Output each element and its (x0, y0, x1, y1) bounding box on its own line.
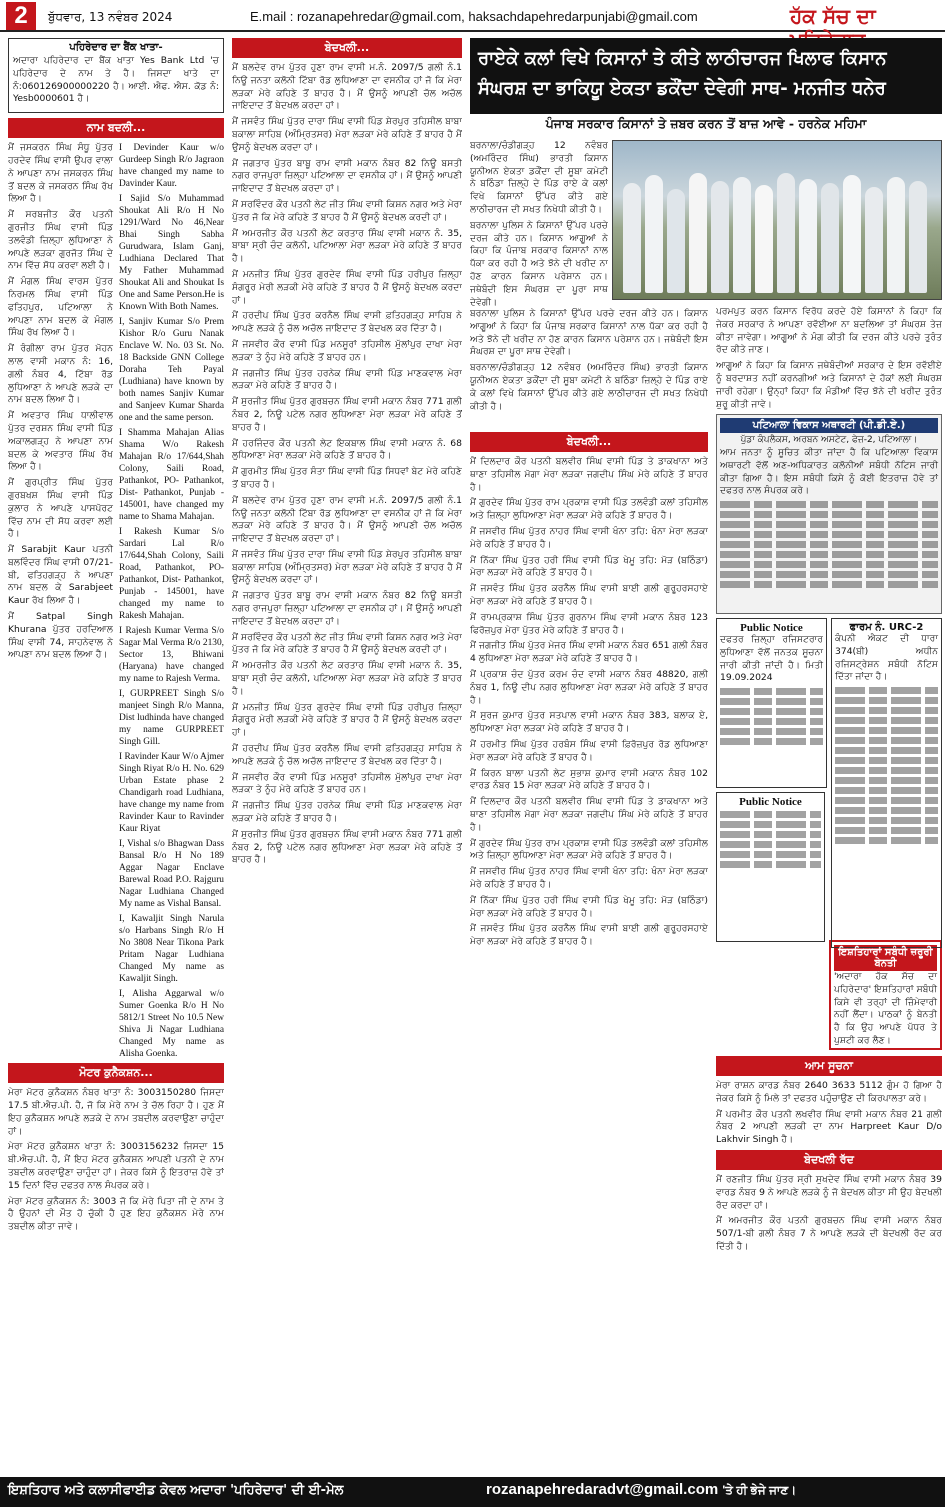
notice-item: ਮੈਂ Sarabjit Kaur ਪਤਨੀ ਬਲਵਿੰਦਰ ਸਿੰਘ ਵਾਸੀ 07/21-ਬੀ, ਫਤਿਹਗੜ੍ਹ ਨੇ ਆਪਣਾ ਨਾਮ ਬਦਲ ਕੇ Sarabjeet Kaur ਰੱਖ ਲਿਆ ਹੈ। (8, 544, 113, 607)
english-notice: I Sajid S/o Muhammad Shoukat Ali R/o H No 1291/Ward No 46,Near Bhai Singh Sabha Gurudwara, Islam Ganj, Ludhiana Declared That My Father Muhammad Shoukat Ali and Shoukat Is One and Same Person.He is Known With Both Names. (119, 194, 224, 313)
lead-body-col4 (716, 306, 942, 414)
notice-item: ਮੈਂ ਅਵਤਾਰ ਸਿੰਘ ਧਾਲੀਵਾਲ ਪੁੱਤਰ ਦਰਸ਼ਨ ਸਿੰਘ ਵਾਸੀ ਪਿੰਡ ਅਕਾਲਗੜ੍ਹ ਨੇ ਆਪਣਾ ਨਾਮ ਬਦਲ ਕੇ ਅਵਤਾਰ ਸਿੰਘ ਰੱਖ ਲਿਆ ਹੈ। (8, 410, 113, 473)
motor-notice: ਮੇਰਾ ਮੋਟਰ ਕੁਨੈਕਸ਼ਨ ਖਾਤਾ ਨੰ: 3003156232 ਜਿਸਦਾ 15 ਬੀ.ਐਚ.ਪੀ. ਹੈ, ਮੈਂ ਇਹ ਮੋਟਰ ਕੁਨੈਕਸ਼ਨ ਆਪਣੀ ਪਤਨੀ ਦੇ ਨਾਮ ਤਬਦੀਲ ਕਰਵਾਉਣਾ ਚਾਹੁੰਦਾ ਹਾਂ। ਜੇਕਰ ਕਿਸੇ ਨੂੰ ਇਤਰਾਜ਼ ਹੋਵੇ ਤਾਂ 15 ਦਿਨਾਂ ਵਿੱਚ ਦਫਤਰ ਨਾਲ ਸੰਪਰਕ ਕਰੇ। (8, 1141, 224, 1191)
disownment-item: ਮੈਂ ਕਿਰਨ ਬਾਲਾ ਪਤਨੀ ਲੇਟ ਸੁਭਾਸ਼ ਕੁਮਾਰ ਵਾਸੀ ਮਕਾਨ ਨੰਬਰ 102 ਵਾਰਡ ਨੰਬਰ 15 ਮੇਰਾ ਲੜਕਾ ਮੇਰੇ ਕਹਿਣੇ ਤੋਂ ਬਾਹਰ ਹੈ। (470, 767, 708, 792)
disownment-heading: ਬੇਦਖਲੀ... (232, 38, 462, 58)
disownment-item: ਮੈਂ ਨਿੱਕਾ ਸਿੰਘ ਪੁੱਤਰ ਹਰੀ ਸਿੰਘ ਵਾਸੀ ਪਿੰਡ ਖੇਮੂ ਤਹਿ: ਮੋੜ (ਬਠਿੰਡਾ) ਮੇਰਾ ਲੜਕਾ ਮੇਰੇ ਕਹਿਣੇ ਤੋਂ ਬਾਹਰ ਹੈ। (470, 894, 708, 919)
newspaper-logo: ਹੱਕ ਸੱਚ ਦਾ (790, 4, 876, 28)
disownment-item: ਮੈਂ ਸੁਰਜ ਕੁਮਾਰ ਪੁੱਤਰ ਸਤਪਾਲ ਵਾਸੀ ਮਕਾਨ ਨੰਬਰ 383, ਬਲਾਕ ਏ, ਲੁਧਿਆਣਾ ਮੇਰਾ ਲੜਕਾ ਮੇਰੇ ਕਹਿਣੇ ਤੋਂ ਬਾਹਰ ਹੈ। (470, 710, 708, 735)
bank-title: ਪਹਿਰੇਦਾਰ ਦਾ ਬੈਂਕ ਖਾਤਾ- (69, 42, 163, 53)
english-notice: I, Sanjiv Kumar S/o Prem Kishor R/o Guru Nanak Enclave W. No. 03 St. No. 18 Backside GNN College Doraha Teh Payal (Ludhiana) have known by both names Sanjiv Kumar and Sanjeev Kumar Sharda one and the same person. (119, 317, 224, 424)
public-info-item: ਮੇਰਾ ਰਾਸ਼ਨ ਕਾਰਡ ਨੰਬਰ 2640 3633 5112 ਗੁੰਮ ਹੋ ਗਿਆ ਹੈ ਜੇਕਰ ਕਿਸੇ ਨੂੰ ਮਿਲੇ ਤਾਂ ਦਫਤਰ ਪਹੁੰਚਾਉਣ ਦੀ ਕਿਰਪਾਲਤਾ ਕਰੇ। (716, 1080, 942, 1104)
lead-headline: ਰਾਏਕੇ ਕਲਾਂ ਵਿਖੇ ਕਿਸਾਨਾਂ ਤੇ ਕੀਤੇ ਲਾਠੀਚਾਰਜ ਖਿਲਾਫ ਕਿਸਾਨ ਸੰਘਰਸ਼ ਦਾ ਭਾਕਿਯੂ ਏਕਤਾ ਡਕੌਂਦਾ ਦੇਵੇਗੀ ਸਾਥ- ਮਨਜੀਤ ਧਨੇਰ (470, 38, 942, 114)
disownment-item: ਮੈਂ ਅਮਰਜੀਤ ਕੌਰ ਪਤਨੀ ਲੇਟ ਕਰਤਾਰ ਸਿੰਘ ਵਾਸੀ ਮਕਾਨ ਨੰ. 35, ਬਾਬਾ ਸ੍ਰੀ ਚੰਦ ਕਲੋਨੀ, ਪਟਿਆਲਾ ਮੇਰਾ ਲੜਕਾ ਮੇਰੇ ਕਹਿਣੇ ਤੋਂ ਬਾਹਰ ਹੈ। (232, 227, 462, 265)
disownment-item: ਮੈਂ ਸਰਵਿੰਦਰ ਕੌਰ ਪਤਨੀ ਲੇਟ ਜੀਤ ਸਿੰਘ ਵਾਸੀ ਕਿਸ਼ਨ ਨਗਰ ਅਤੇ ਮੇਰਾ ਪੁੱਤਰ ਜੋ ਕਿ ਮੇਰੇ ਕਹਿਣੇ ਤੋਂ ਬਾਹਰ ਹੈ ਮੈਂ ਉਸਨੂੰ ਬੇਦਖਲ ਕਰਦੀ ਹਾਂ। (232, 631, 462, 656)
disownment-item: ਮੈਂ ਸੁਰਜੀਤ ਸਿੰਘ ਪੁੱਤਰ ਗੁਰਬਚਨ ਸਿੰਘ ਵਾਸੀ ਮਕਾਨ ਨੰਬਰ 771 ਗਲੀ ਨੰਬਰ 2, ਨਿਊ ਪਟੇਲ ਨਗਰ ਲੁਧਿਆਣਾ ਮੇਰਾ ਲੜਕਾ ਮੇਰੇ ਕਹਿਣੇ ਤੋਂ ਬਾਹਰ ਹੈ। (232, 396, 462, 433)
english-notice: I, Alisha Aggarwal w/o Sumer Goenka R/o H No 5812/1 Street No 10.5 New Shiva Ji Nagar Ludhiana Changed My name as Alisha Goenka. (119, 989, 224, 1060)
notice-item: ਮੈਂ ਜਸਕਰਨ ਸਿੰਘ ਸੰਧੂ ਪੁੱਤਰ ਹਰਦੇਵ ਸਿੰਘ ਵਾਸੀ ਉਪਰ ਵਾਲਾ ਨੇ ਆਪਣਾ ਨਾਮ ਜਸਕਰਨ ਸਿੰਘ ਤੋਂ ਬਦਲ ਕੇ ਜਸਕਰਨ ਸਿੰਘ ਰੱਖ ਲਿਆ ਹੈ। (8, 142, 113, 205)
disownment-item: ਮੈਂ ਗੁਰਮੀਤ ਸਿੰਘ ਪੁੱਤਰ ਸੰਤਾ ਸਿੰਘ ਵਾਸੀ ਪਿੰਡ ਸਿਧਵਾਂ ਬੇਟ ਮੇਰੇ ਕਹਿਣੇ ਤੋਂ ਬਾਹਰ ਹੈ। (232, 466, 462, 490)
notice-item: ਮੈਂ ਰੰਗੀਲਾ ਰਾਮ ਪੁੱਤਰ ਮੋਹਨ ਲਾਲ ਵਾਸੀ ਮਕਾਨ ਨੰ: 16, ਗਲੀ ਨੰਬਰ 4, ਟਿੱਬਾ ਰੋਡ ਲੁਧਿਆਣਾ ਨੇ ਆਪਣੇ ਲੜਕੇ ਦਾ ਨਾਮ ਬਦਲ ਲਿਆ ਹੈ। (8, 343, 113, 406)
motor-notice: ਮੇਰਾ ਮੋਟਰ ਕੁਨੈਕਸ਼ਨ ਨੰ: 3003 ਜੋ ਕਿ ਮੇਰੇ ਪਿਤਾ ਜੀ ਦੇ ਨਾਮ ਤੇ ਹੈ ਉਹਨਾਂ ਦੀ ਮੌਤ ਹੋ ਚੁੱਕੀ ਹੈ ਹੁਣ ਇਹ ਕੁਨੈਕਸ਼ਨ ਮੇਰੇ ਨਾਮ ਤਬਦੀਲ ਕੀਤਾ ਜਾਵੇ। (8, 1195, 224, 1233)
ad-disclaimer-box (829, 940, 942, 1050)
disownment-item: ਮੈਂ ਦਿਲਦਾਰ ਕੌਰ ਪਤਨੀ ਬਲਵੀਰ ਸਿੰਘ ਵਾਸੀ ਪਿੰਡ ਤੇ ਡਾਕਖਾਨਾ ਅਤੇ ਥਾਣਾ ਤਹਿਸੀਲ ਮੋਗਾ ਮੇਰਾ ਲੜਕਾ ਜਗਦੀਪ ਸਿੰਘ ਮੇਰੇ ਕਹਿਣੇ ਤੋਂ ਬਾਹਰ ਹੈ। (470, 796, 708, 833)
disownment-heading: ਬੇਦਖਲੀ... (470, 432, 708, 452)
lead-paragraph: ਬਰਨਾਲਾ ਪੁਲਿਸ ਨੇ ਕਿਸਾਨਾਂ ਉੱਪਰ ਪਰਚੇ ਦਰਜ ਕੀਤੇ ਹਨ। ਕਿਸਾਨ ਆਗੂਆਂ ਨੇ ਕਿਹਾ ਕਿ ਪੰਜਾਬ ਸਰਕਾਰ ਕਿਸਾਨਾਂ ਨਾਲ ਧੱਕਾ ਕਰ ਰਹੀ ਹੈ ਅਤੇ ਝੋਨੇ ਦੀ ਖਰੀਦ ਨਾ ਹੋਣ ਕਾਰਨ ਕਿਸਾਨ ਪਰੇਸ਼ਾਨ ਹਨ। ਜਥੇਬੰਦੀ ਇਸ ਸੰਘਰਸ਼ ਦਾ ਪੂਰਾ ਸਾਥ ਦੇਵੇਗੀ। (470, 219, 608, 308)
lead-paragraph: ਬਰਨਾਲਾ ਪੁਲਿਸ ਨੇ ਕਿਸਾਨਾਂ ਉੱਪਰ ਪਰਚੇ ਦਰਜ ਕੀਤੇ ਹਨ। ਕਿਸਾਨ ਆਗੂਆਂ ਨੇ ਕਿਹਾ ਕਿ ਪੰਜਾਬ ਸਰਕਾਰ ਕਿਸਾਨਾਂ ਨਾਲ ਧੱਕਾ ਕਰ ਰਹੀ ਹੈ ਅਤੇ ਝੋਨੇ ਦੀ ਖਰੀਦ ਨਾ ਹੋਣ ਕਾਰਨ ਕਿਸਾਨ ਪਰੇਸ਼ਾਨ ਹਨ। ਜਥੇਬੰਦੀ ਇਸ ਸੰਘਰਸ਼ ਦਾ ਪੂਰਾ ਸਾਥ ਦੇਵੇਗੀ। (470, 308, 708, 358)
disownment-item: ਮੈਂ ਹਰਮੀਤ ਸਿੰਘ ਪੁੱਤਰ ਹਰਬੰਸ ਸਿੰਘ ਵਾਸੀ ਫ਼ਿਰੋਜ਼ਪੁਰ ਰੋਡ ਲੁਧਿਆਣਾ ਮੇਰਾ ਲੜਕਾ ਮੇਰੇ ਕਹਿਣੇ ਤੋਂ ਬਾਹਰ ਹੈ। (470, 738, 708, 763)
public-info-item: ਮੈਂ ਪਰਮੀਤ ਕੌਰ ਪਤਨੀ ਲਖਵੀਰ ਸਿੰਘ ਵਾਸੀ ਮਕਾਨ ਨੰਬਰ 21 ਗਲੀ ਨੰਬਰ 2 ਆਪਣੀ ਲੜਕੀ ਦਾ ਨਾਮ Harpreet Kaur D/o Lakhvir Singh ਹੈ। (716, 1108, 942, 1146)
disownment-item: ਮੈਂ ਮਨਜੀਤ ਸਿੰਘ ਪੁੱਤਰ ਗੁਰਦੇਵ ਸਿੰਘ ਵਾਸੀ ਪਿੰਡ ਹਰੀਪੁਰ ਜ਼ਿਲ੍ਹਾ ਸੰਗਰੂਰ ਮੇਰੀ ਲੜਕੀ ਮੇਰੇ ਕਹਿਣੇ ਤੋਂ ਬਾਹਰ ਹੈ ਮੈਂ ਉਸਨੂੰ ਬੇਦਖਲ ਕਰਦਾ ਹਾਂ। (232, 701, 462, 739)
english-notice: I, GURPREET Singh S/o manjeet Singh R/o Manna, Dist ludhinda have changed my name GURPREET Singh Gill. (119, 689, 224, 748)
pda-notice-box (716, 414, 942, 614)
column-disownment-1 (232, 38, 462, 1447)
name-change-columns (8, 142, 224, 1063)
cancel-disownment-heading: ਬੇਦਖਲੀ ਰੱਦ (716, 1150, 942, 1170)
disownment-item: ਮੈਂ ਹਰਜਿੰਦਰ ਕੌਰ ਪਤਨੀ ਲੇਟ ਇਕਬਾਲ ਸਿੰਘ ਵਾਸੀ ਮਕਾਨ ਨੰ. 68 ਲੁਧਿਆਣਾ ਮੇਰਾ ਲੜਕਾ ਮੇਰੇ ਕਹਿਣੇ ਤੋਂ ਬਾਹਰ ਹੈ। (232, 437, 462, 462)
disownment-item: ਮੈਂ ਹਰਦੀਪ ਸਿੰਘ ਪੁੱਤਰ ਕਰਨੈਲ ਸਿੰਘ ਵਾਸੀ ਫ਼ਤਿਹਗੜ੍ਹ ਸਾਹਿਬ ਨੇ ਆਪਣੇ ਲੜਕੇ ਨੂੰ ਚੱਲ ਅਚੱਲ ਜਾਇਦਾਦ ਤੋਂ ਬੇਦਖਲ ਕਰ ਦਿੱਤਾ ਹੈ। (232, 310, 462, 335)
disownment-item: ਮੈਂ ਗੁਰਦੇਵ ਸਿੰਘ ਪੁੱਤਰ ਰਾਮ ਪ੍ਰਕਾਸ਼ ਵਾਸੀ ਪਿੰਡ ਤਲਵੰਡੀ ਕਲਾਂ ਤਹਿਸੀਲ ਅਤੇ ਜ਼ਿਲ੍ਹਾ ਲੁਧਿਆਣਾ ਮੇਰਾ ਲੜਕਾ ਮੇਰੇ ਕਹਿਣੇ ਤੋਂ ਬਾਹਰ ਹੈ। (470, 497, 708, 522)
motor-notice: ਮੇਰਾ ਮੋਟਰ ਕੁਨੈਕਸ਼ਨ ਨੰਬਰ ਖਾਤਾ ਨੰ: 3003150280 ਜਿਸਦਾ 17.5 ਬੀ.ਐਚ.ਪੀ. ਹੈ, ਜੋ ਕਿ ਮੇਰੇ ਨਾਮ ਤੇ ਚੱਲ ਰਿਹਾ ਹੈ। ਹੁਣ ਮੈਂ ਇਹ ਕੁਨੈਕਸ਼ਨ ਆਪਣੇ ਲੜਕੇ ਦੇ ਨਾਮ ਤਬਦੀਲ ਕਰਵਾਉਣਾ ਚਾਹੁੰਦਾ ਹਾਂ। (8, 1087, 224, 1137)
disownment-item: ਮੈਂ ਹਰਦੀਪ ਸਿੰਘ ਪੁੱਤਰ ਕਰਨੈਲ ਸਿੰਘ ਵਾਸੀ ਫ਼ਤਿਹਗੜ੍ਹ ਸਾਹਿਬ ਨੇ ਆਪਣੇ ਲੜਕੇ ਨੂੰ ਚੱਲ ਅਚੱਲ ਜਾਇਦਾਦ ਤੋਂ ਬੇਦਖਲ ਕਰ ਦਿੱਤਾ ਹੈ। (232, 743, 462, 767)
english-notice: I Rakesh Kumar S/o Sardari Lal R/o 17/644,Shah Colony, Saili Road, Pathankot, PO- Pathankot, Dist- Pathankot, Punjab - 145001, have changed my name to Rakesh Mahajan. (119, 527, 224, 622)
lead-paragraph: ਬਰਨਾਲਾ/ਚੰਡੀਗੜ੍ਹ 12 ਨਵੰਬਰ (ਅਮਰਿੰਦਰ ਸਿੰਘ) ਭਾਰਤੀ ਕਿਸਾਨ ਯੂਨੀਅਨ ਏਕਤਾ ਡਕੌਂਦਾ ਦੀ ਸੂਬਾ ਕਮੇਟੀ ਨੇ ਬਠਿੰਡਾ ਜ਼ਿਲ੍ਹੇ ਦੇ ਪਿੰਡ ਰਾਏ ਕੇ ਕਲਾਂ ਵਿਖੇ ਕਿਸਾਨਾਂ ਉੱਪਰ ਕੀਤੇ ਗਏ ਲਾਠੀਚਾਰਜ ਦੀ ਸਖਤ ਨਿਖੇਧੀ ਕੀਤੀ ਹੈ। (470, 362, 708, 412)
disownment-item: ਮੈਂ ਜਸਵੀਰ ਕੌਰ ਵਾਸੀ ਪਿੰਡ ਮਨਸੂਰਾਂ ਤਹਿਸੀਲ ਮੁੱਲਾਂਪੁਰ ਦਾਖਾ ਮੇਰਾ ਲੜਕਾ ਤੇ ਨੂੰਹ ਮੇਰੇ ਕਹਿਣੇ ਤੋਂ ਬਾਹਰ ਹਨ। (232, 338, 462, 363)
disownment-item: ਮੈਂ ਜਸਵੰਤ ਸਿੰਘ ਪੁੱਤਰ ਕਰਨੈਲ ਸਿੰਘ ਵਾਸੀ ਬਾਈ ਗਲੀ ਗੁਰੂਹਰਸਹਾਏ ਮੇਰਾ ਲੜਕਾ ਮੇਰੇ ਕਹਿਣੇ ਤੋਂ ਬਾਹਰ ਹੈ। (470, 583, 708, 607)
disownment-item: ਮੈਂ ਜਸਵੀਰ ਕੌਰ ਵਾਸੀ ਪਿੰਡ ਮਨਸੂਰਾਂ ਤਹਿਸੀਲ ਮੁੱਲਾਂਪੁਰ ਦਾਖਾ ਮੇਰਾ ਲੜਕਾ ਤੇ ਨੂੰਹ ਮੇਰੇ ਕਹਿਣੇ ਤੋਂ ਬਾਹਰ ਹਨ। (232, 771, 462, 796)
footer-text: ਇਸ਼ਤਿਹਾਰ ਅਤੇ ਕਲਾਸੀਫਾਈਡ ਕੇਵਲ ਅਦਾਰਾ 'ਪਹਿਰੇਦਾਰ' ਦੀ ਈ-ਮੇਲ (8, 1483, 344, 1498)
public-notice-box-2 (716, 792, 825, 942)
disownment-item: ਮੈਂ ਰਾਮਪ੍ਰਕਾਸ਼ ਸਿੰਘ ਪੁੱਤਰ ਗੁਰਨਾਮ ਸਿੰਘ ਵਾਸੀ ਮਕਾਨ ਨੰਬਰ 123 ਫਿਰੋਜ਼ਪੁਰ ਮੇਰਾ ਪੁੱਤਰ ਮੇਰੇ ਕਹਿਣੇ ਤੋਂ ਬਾਹਰ ਹੈ। (470, 611, 708, 636)
disownment-item: ਮੈਂ ਸਰਵਿੰਦਰ ਕੌਰ ਪਤਨੀ ਲੇਟ ਜੀਤ ਸਿੰਘ ਵਾਸੀ ਕਿਸ਼ਨ ਨਗਰ ਅਤੇ ਮੇਰਾ ਪੁੱਤਰ ਜੋ ਕਿ ਮੇਰੇ ਕਹਿਣੇ ਤੋਂ ਬਾਹਰ ਹੈ ਮੈਂ ਉਸਨੂੰ ਬੇਦਖਲ ਕਰਦੀ ਹਾਂ। (232, 198, 462, 223)
disownment-item: ਮੈਂ ਜਸਵੰਤ ਸਿੰਘ ਪੁੱਤਰ ਦਾਰਾ ਸਿੰਘ ਵਾਸੀ ਪਿੰਡ ਸ਼ੇਰਪੁਰ ਤਹਿਸੀਲ ਬਾਬਾ ਬਕਾਲਾ ਸਾਹਿਬ (ਅੰਮ੍ਰਿਤਸਰ) ਮੇਰਾ ਲੜਕਾ ਮੇਰੇ ਕਹਿਣੇ ਤੋਂ ਬਾਹਰ ਹੈ ਮੈਂ ਉਸਨੂੰ ਬੇਦਖਲ ਕਰਦਾ ਹਾਂ। (232, 116, 462, 153)
ad-disclaimer-body: 'ਅਦਾਰਾ ਹੱਕ ਸੱਚ ਦਾ ਪਹਿਰੇਦਾਰ' ਇਸ਼ਤਿਹਾਰਾਂ ਸਬੰਧੀ ਕਿਸੇ ਵੀ ਤਰ੍ਹਾਂ ਦੀ ਜ਼ਿੰਮੇਵਾਰੀ ਨਹੀਂ ਲੈਂਦਾ। ਪਾਠਕਾਂ ਨੂੰ ਬੇਨਤੀ ਹੈ ਕਿ ਉਹ ਆਪਣੇ ਪੱਧਰ ਤੇ ਪੁਸ਼ਟੀ ਕਰ ਲੈਣ। (834, 971, 937, 1046)
form-title: ਫਾਰਮ ਨੰ. URC-2 (849, 622, 924, 633)
lead-paragraph: ਪਰਮਪੁਤ ਕਰਨ ਕਿਸਾਨ ਵਿਰੋਧ ਕਰਦੇ ਹੋਏ ਕਿਸਾਨਾਂ ਨੇ ਕਿਹਾ ਕਿ ਜੇਕਰ ਸਰਕਾਰ ਨੇ ਆਪਣਾ ਰਵੱਈਆ ਨਾ ਬਦਲਿਆ ਤਾਂ ਸੰਘਰਸ਼ ਤੇਜ਼ ਕੀਤਾ ਜਾਵੇਗਾ। ਆਗੂਆਂ ਨੇ ਮੰਗ ਕੀਤੀ ਕਿ ਦਰਜ ਕੀਤੇ ਪਰਚੇ ਤੁਰੰਤ ਰੱਦ ਕੀਤੇ ਜਾਣ। (716, 306, 942, 356)
disownment-item: ਮੈਂ ਜਗਜੀਤ ਸਿੰਘ ਪੁੱਤਰ ਹਰਨੇਕ ਸਿੰਘ ਵਾਸੀ ਪਿੰਡ ਮਾਣਕਵਾਲ ਮੇਰਾ ਲੜਕਾ ਮੇਰੇ ਕਹਿਣੇ ਤੋਂ ਬਾਹਰ ਹੈ। (232, 800, 462, 825)
ad-disclaimer-title: ਇਸ਼ਤਿਹਾਰਾਂ ਸਬੰਧੀ ਜ਼ਰੂਰੀ ਬੇਨਤੀ (834, 945, 937, 971)
column-notices (716, 618, 942, 1447)
issue-date: ਬੁੱਧਵਾਰ, 13 ਨਵੰਬਰ 2024 (48, 10, 173, 24)
english-notice: I, Kawaljit Singh Narula s/o Harbans Singh R/o H No 3808 Near Tikona Park Pritam Nagar Ludhiana Changed My name as Kawaljit Singh. (119, 914, 224, 985)
disownment-item: ਮੈਂ ਜਸਵੀਰ ਸਿੰਘ ਪੁੱਤਰ ਨਾਹਰ ਸਿੰਘ ਵਾਸੀ ਖੰਨਾ ਤਹਿ: ਖੰਨਾ ਮੇਰਾ ਲੜਕਾ ਮੇਰੇ ਕਹਿਣੇ ਤੋਂ ਬਾਹਰ ਹੈ। (470, 866, 708, 890)
notice-item: ਮੈਂ ਮੰਗਲ ਸਿੰਘ ਵਾਰਸ ਪੁੱਤਰ ਨਿਰਮਲ ਸਿੰਘ ਵਾਸੀ ਪਿੰਡ ਫਤਿਹਪੁਰ, ਪਟਿਆਲਾ ਨੇ ਆਪਣਾ ਨਾਮ ਬਦਲ ਕੇ ਮੰਗਲ ਸਿੰਘ ਰੱਖ ਲਿਆ ਹੈ। (8, 276, 113, 339)
english-notice: I Rajesh Kumar Verma S/o Sagar Mal Verma R/o 2130, Sector 13, Bhiwani (Haryana) have changed my name to Rajesh Verma. (119, 626, 224, 685)
lead-subheadline: ਪੰਜਾਬ ਸਰਕਾਰ ਕਿਸਾਨਾਂ ਤੇ ਜ਼ਬਰ ਕਰਨ ਤੋਂ ਬਾਜ਼ ਆਵੇ - ਹਰਨੇਕ ਮਹਿਮਾ (545, 116, 867, 131)
disownment-item: ਮੈਂ ਜਗਤਾਰ ਪੁੱਤਰ ਬਾਬੂ ਰਾਮ ਵਾਸੀ ਮਕਾਨ ਨੰਬਰ 82 ਨਿਊ ਬਸਤੀ ਨਗਰ ਰਾਜਪੁਰਾ ਜ਼ਿਲ੍ਹਾ ਪਟਿਆਲਾ ਦਾ ਵਸਨੀਕ ਹਾਂ। ਮੈਂ ਉਸਨੂੰ ਆਪਣੀ ਜਾਇਦਾਦ ਤੋਂ ਬੇਦਖਲ ਕਰਦਾ ਹਾਂ। (232, 590, 462, 627)
public-info-heading: ਆਮ ਸੂਚਨਾ (716, 1056, 942, 1076)
lead-body-col3 (470, 308, 708, 428)
disownment-item: ਮੈਂ ਜਗਤਾਰ ਪੁੱਤਰ ਬਾਬੂ ਰਾਮ ਵਾਸੀ ਮਕਾਨ ਨੰਬਰ 82 ਨਿਊ ਬਸਤੀ ਨਗਰ ਰਾਜਪੁਰਾ ਜ਼ਿਲ੍ਹਾ ਪਟਿਆਲਾ ਦਾ ਵਸਨੀਕ ਹਾਂ। ਮੈਂ ਉਸਨੂੰ ਆਪਣੀ ਜਾਇਦਾਦ ਤੋਂ ਬੇਦਖਲ ਕਰਦਾ ਹਾਂ। (232, 157, 462, 195)
disownment-item: ਮੈਂ ਜਗਜੀਤ ਸਿੰਘ ਪੁੱਤਰ ਮੇਜਰ ਸਿੰਘ ਵਾਸੀ ਮਕਾਨ ਨੰਬਰ 651 ਗਲੀ ਨੰਬਰ 4 ਲੁਧਿਆਣਾ ਮੇਰਾ ਲੜਕਾ ਮੇਰੇ ਕਹਿਣੇ ਤੋਂ ਬਾਹਰ ਹੈ। (470, 640, 708, 665)
page-number: 2 (6, 2, 36, 30)
pda-notice-body: ਆਮ ਜਨਤਾ ਨੂੰ ਸੂਚਿਤ ਕੀਤਾ ਜਾਂਦਾ ਹੈ ਕਿ ਪਟਿਆਲਾ ਵਿਕਾਸ ਅਥਾਰਟੀ ਵੱਲੋਂ ਅਣ-ਅਧਿਕਾਰਤ ਕਲੋਨੀਆਂ ਸਬੰਧੀ ਨੋਟਿਸ ਜਾਰੀ ਕੀਤਾ ਗਿਆ ਹੈ। ਇਸ ਸਬੰਧੀ ਕਿਸੇ ਨੂੰ ਕੋਈ ਇਤਰਾਜ਼ ਹੋਵੇ ਤਾਂ ਦਫਤਰ ਨਾਲ ਸੰਪਰਕ ਕਰੇ। (720, 447, 938, 497)
english-notice: I Shamma Mahajan Alias Shama W/o Rakesh Mahajan R/o 17/644,Shah Colony, Saili Road, Pathankot, PO- Pathankot, Dist- Pathankot, Punjab - 145001, have changed my name to Shama Mahajan. (119, 428, 224, 523)
footer-bar (0, 1477, 945, 1507)
public-notice-title: Public Notice (740, 622, 803, 634)
disownment-item: ਮੈਂ ਬਲਦੇਵ ਰਾਮ ਪੁੱਤਰ ਹੁਣਾ ਰਾਮ ਵਾਸੀ ਮ.ਨੰ. 2097/5 ਗਲੀ ਨੰ.1 ਨਿਊ ਜਨਤਾ ਕਲੋਨੀ ਟਿੱਬਾ ਰੋਡ ਲੁਧਿਆਣਾ ਦਾ ਵਸਨੀਕ ਹਾਂ ਜੋ ਕਿ ਮੇਰਾ ਲੜਕਾ ਮੇਰੇ ਕਹਿਣੇ ਤੋਂ ਬਾਹਰ ਹੈ। ਮੈਂ ਉਸਨੂੰ ਆਪਣੀ ਚੱਲ ਅਚੱਲ ਜਾਇਦਾਦ ਤੋਂ ਬੇਦਖਲ ਕਰਦਾ ਹਾਂ। (232, 62, 462, 112)
disownment-item: ਮੈਂ ਗੁਰਦੇਵ ਸਿੰਘ ਪੁੱਤਰ ਰਾਮ ਪ੍ਰਕਾਸ਼ ਵਾਸੀ ਪਿੰਡ ਤਲਵੰਡੀ ਕਲਾਂ ਤਹਿਸੀਲ ਅਤੇ ਜ਼ਿਲ੍ਹਾ ਲੁਧਿਆਣਾ ਮੇਰਾ ਲੜਕਾ ਮੇਰੇ ਕਹਿਣੇ ਤੋਂ ਬਾਹਰ ਹੈ। (470, 837, 708, 862)
pda-notice-subtitle: ਪੁੱਡਾ ਕੰਪਲੈਕਸ, ਅਰਬਨ ਅਸਟੇਟ, ਫੇਜ਼-2, ਪਟਿਆਲਾ। (740, 435, 918, 445)
notice-item: ਮੈਂ ਸਰਬਜੀਤ ਕੌਰ ਪਤਨੀ ਗੁਰਜੀਤ ਸਿੰਘ ਵਾਸੀ ਪਿੰਡ ਤਲਵੰਡੀ ਜ਼ਿਲ੍ਹਾ ਲੁਧਿਆਣਾ ਨੇ ਆਪਣੇ ਲੜਕਾ ਗੁਰਜੋਤ ਸਿੰਘ ਦੇ ਨਾਮ ਵਿੱਚ ਸੋਧ ਕਰਵਾ ਲਈ ਹੈ। (8, 209, 113, 272)
disownment-item: ਮੈਂ ਦਿਲਦਾਰ ਕੌਰ ਪਤਨੀ ਬਲਵੀਰ ਸਿੰਘ ਵਾਸੀ ਪਿੰਡ ਤੇ ਡਾਕਖਾਨਾ ਅਤੇ ਥਾਣਾ ਤਹਿਸੀਲ ਮੋਗਾ ਮੇਰਾ ਲੜਕਾ ਜਗਦੀਪ ਸਿੰਘ ਮੇਰੇ ਕਹਿਣੇ ਤੋਂ ਬਾਹਰ ਹੈ। (470, 456, 708, 493)
footer-tail: 'ਤੇ ਹੀ ਭੇਜੇ ਜਾਣ। (722, 1483, 797, 1497)
disownment-item: ਮੈਂ ਮਨਜੀਤ ਸਿੰਘ ਪੁੱਤਰ ਗੁਰਦੇਵ ਸਿੰਘ ਵਾਸੀ ਪਿੰਡ ਹਰੀਪੁਰ ਜ਼ਿਲ੍ਹਾ ਸੰਗਰੂਰ ਮੇਰੀ ਲੜਕੀ ਮੇਰੇ ਕਹਿਣੇ ਤੋਂ ਬਾਹਰ ਹੈ ਮੈਂ ਉਸਨੂੰ ਬੇਦਖਲ ਕਰਦਾ ਹਾਂ। (232, 268, 462, 306)
name-change-heading: ਨਾਮ ਬਦਲੀ... (8, 118, 224, 138)
masthead (0, 0, 945, 32)
disownment-item: ਮੈਂ ਸੁਰਜੀਤ ਸਿੰਘ ਪੁੱਤਰ ਗੁਰਬਚਨ ਸਿੰਘ ਵਾਸੀ ਮਕਾਨ ਨੰਬਰ 771 ਗਲੀ ਨੰਬਰ 2, ਨਿਊ ਪਟੇਲ ਨਗਰ ਲੁਧਿਆਣਾ ਮੇਰਾ ਲੜਕਾ ਮੇਰੇ ਕਹਿਣੇ ਤੋਂ ਬਾਹਰ ਹੈ। (232, 828, 462, 866)
column-classifieds-1 (8, 38, 224, 1447)
urc-form-box (831, 618, 942, 948)
pda-notice-title: ਪਟਿਆਲਾ ਵਿਕਾਸ ਅਥਾਰਟੀ (ਪੀ.ਡੀ.ਏ.) (720, 418, 938, 433)
bank-account-box (8, 38, 224, 113)
cancel-item: ਮੈਂ ਰਣਜੀਤ ਸਿੰਘ ਪੁੱਤਰ ਸ੍ਰੀ ਸੁਖਦੇਵ ਸਿੰਘ ਵਾਸੀ ਮਕਾਨ ਨੰਬਰ 39 ਵਾਰਡ ਨੰਬਰ 9 ਨੇ ਆਪਣੇ ਲੜਕੇ ਨੂੰ ਜੋ ਬੇਦਖਲ ਕੀਤਾ ਸੀ ਉਹ ਬੇਦਖਲੀ ਰੱਦ ਕਰਦਾ ਹਾਂ। (716, 1173, 942, 1211)
english-notice: I Devinder Kaur w/o Gurdeep Singh R/o Jagraon have changed my name to Davinder Kaur. (119, 143, 224, 190)
cancel-item: ਮੈਂ ਅਮਰਜੀਤ ਕੌਰ ਪਤਨੀ ਗੁਰਬਚਨ ਸਿੰਘ ਵਾਸੀ ਮਕਾਨ ਨੰਬਰ 507/1-ਬੀ ਗਲੀ ਨੰਬਰ 7 ਨੇ ਆਪਣੇ ਲੜਕੇ ਦੀ ਬੇਦਖਲੀ ਰੱਦ ਕਰ ਦਿੱਤੀ ਹੈ। (716, 1215, 942, 1252)
footer-email (486, 1481, 796, 1498)
disownment-item: ਮੈਂ ਪ੍ਰਕਾਸ਼ ਚੰਦ ਪੁੱਤਰ ਕਰਮ ਚੰਦ ਵਾਸੀ ਮਕਾਨ ਨੰਬਰ 48820, ਗਲੀ ਨੰਬਰ 1, ਨਿਊ ਦੀਪ ਨਗਰ ਲੁਧਿਆਣਾ ਮੇਰਾ ਲੜਕਾ ਮੇਰੇ ਕਹਿਣੇ ਤੋਂ ਬਾਹਰ ਹੈ। (470, 668, 708, 706)
public-notice-body: ਦਫਤਰ ਜ਼ਿਲ੍ਹਾ ਰਜਿਸਟਰਾਰ ਲੁਧਿਆਣਾ ਵੱਲੋਂ ਜਨਤਕ ਸੂਚਨਾ ਜਾਰੀ ਕੀਤੀ ਜਾਂਦੀ ਹੈ। ਮਿਤੀ 19.09.2024 (720, 634, 823, 684)
disownment-item: ਮੈਂ ਨਿੱਕਾ ਸਿੰਘ ਪੁੱਤਰ ਹਰੀ ਸਿੰਘ ਵਾਸੀ ਪਿੰਡ ਖੇਮੂ ਤਹਿ: ਮੋੜ (ਬਠਿੰਡਾ) ਮੇਰਾ ਲੜਕਾ ਮੇਰੇ ਕਹਿਣੇ ਤੋਂ ਬਾਹਰ ਹੈ। (470, 554, 708, 579)
bank-body: ਅਦਾਰਾ ਪਹਿਰੇਦਾਰ ਦਾ ਬੈਂਕ ਖਾਤਾ Yes Bank Ltd 'ਚ ਪਹਿਰੇਦਾਰ ਦੇ ਨਾਮ ਤੇ ਹੈ। ਜਿਸਦਾ ਖਾਤੇ ਦਾ ਨੰ:060126900000220 ਹੈ। ਆਈ. ਐਫ. ਐਸ. ਕੋਡ ਨੰ: Yesb0000601 ਹੈ। (13, 55, 219, 105)
disownment-item: ਮੈਂ ਜਸਵੀਰ ਸਿੰਘ ਪੁੱਤਰ ਨਾਹਰ ਸਿੰਘ ਵਾਸੀ ਖੰਨਾ ਤਹਿ: ਖੰਨਾ ਮੇਰਾ ਲੜਕਾ ਮੇਰੇ ਕਹਿਣੇ ਤੋਂ ਬਾਹਰ ਹੈ। (470, 525, 708, 550)
lead-paragraph: ਆਗੂਆਂ ਨੇ ਕਿਹਾ ਕਿ ਕਿਸਾਨ ਜਥੇਬੰਦੀਆਂ ਸਰਕਾਰ ਦੇ ਇਸ ਰਵੱਈਏ ਨੂੰ ਬਰਦਾਸ਼ਤ ਨਹੀਂ ਕਰਨਗੀਆਂ ਅਤੇ ਕਿਸਾਨਾਂ ਦੇ ਹੱਕਾਂ ਲਈ ਸੰਘਰਸ਼ ਜਾਰੀ ਰਹੇਗਾ। ਉਨ੍ਹਾਂ ਕਿਹਾ ਕਿ ਮੰਡੀਆਂ ਵਿੱਚ ਝੋਨੇ ਦੀ ਖਰੀਦ ਤੁਰੰਤ ਸ਼ੁਰੂ ਕੀਤੀ ਜਾਵੇ। (716, 360, 942, 410)
disownment-item: ਮੈਂ ਜਸਵੰਤ ਸਿੰਘ ਪੁੱਤਰ ਦਾਰਾ ਸਿੰਘ ਵਾਸੀ ਪਿੰਡ ਸ਼ੇਰਪੁਰ ਤਹਿਸੀਲ ਬਾਬਾ ਬਕਾਲਾ ਸਾਹਿਬ (ਅੰਮ੍ਰਿਤਸਰ) ਮੇਰਾ ਲੜਕਾ ਮੇਰੇ ਕਹਿਣੇ ਤੋਂ ਬਾਹਰ ਹੈ ਮੈਂ ਉਸਨੂੰ ਬੇਦਖਲ ਕਰਦਾ ਹਾਂ। (232, 548, 462, 586)
column-disownment-2 (470, 432, 708, 1447)
header-email: E.mail : rozanapehredar@gmail.com, haksachdapehredarpunjabi@gmail.com (250, 9, 698, 24)
notice-item: ਮੈਂ Satpal Singh Khurana ਪੁੱਤਰ ਹਰਦਿਆਲ ਸਿੰਘ ਵਾਸੀ 74, ਸਾਹਨੇਵਾਲ ਨੇ ਆਪਣਾ ਨਾਮ ਬਦਲ ਲਿਆ ਹੈ। (8, 611, 113, 661)
public-notice-box (716, 618, 827, 788)
english-notice: I Ravinder Kaur W/o Ajmer Singh Riyat R/o H. No. 629 Urban Estate phase 2 Chandigarh road Ludhiana, have change my name from Ravinder Kaur to Ravinder Kaur Riyat (119, 752, 224, 835)
disownment-item: ਮੈਂ ਜਗਜੀਤ ਸਿੰਘ ਪੁੱਤਰ ਹਰਨੇਕ ਸਿੰਘ ਵਾਸੀ ਪਿੰਡ ਮਾਣਕਵਾਲ ਮੇਰਾ ਲੜਕਾ ਮੇਰੇ ਕਹਿਣੇ ਤੋਂ ਬਾਹਰ ਹੈ। (232, 367, 462, 392)
disownment-item: ਮੈਂ ਅਮਰਜੀਤ ਕੌਰ ਪਤਨੀ ਲੇਟ ਕਰਤਾਰ ਸਿੰਘ ਵਾਸੀ ਮਕਾਨ ਨੰ. 35, ਬਾਬਾ ਸ੍ਰੀ ਚੰਦ ਕਲੋਨੀ, ਪਟਿਆਲਾ ਮੇਰਾ ਲੜਕਾ ਮੇਰੇ ਕਹਿਣੇ ਤੋਂ ਬਾਹਰ ਹੈ। (232, 660, 462, 697)
notice-item: ਮੈਂ ਗੁਰਪ੍ਰੀਤ ਸਿੰਘ ਪੁੱਤਰ ਗੁਰਬਖਸ਼ ਸਿੰਘ ਵਾਸੀ ਪਿੰਡ ਕੁਲਾਰ ਨੇ ਆਪਣੇ ਪਾਸਪੋਰਟ ਵਿੱਚ ਨਾਮ ਦੀ ਸੋਧ ਕਰਵਾ ਲਈ ਹੈ। (8, 477, 113, 540)
footer-email-address: rozanapehredaradvt@gmail.com (486, 1481, 719, 1498)
lead-body-left (470, 140, 608, 308)
public-notice-title: Public Notice (739, 796, 802, 808)
disownment-item: ਮੈਂ ਜਸਵੰਤ ਸਿੰਘ ਪੁੱਤਰ ਕਰਨੈਲ ਸਿੰਘ ਵਾਸੀ ਬਾਈ ਗਲੀ ਗੁਰੂਹਰਸਹਾਏ ਮੇਰਾ ਲੜਕਾ ਮੇਰੇ ਕਹਿਣੇ ਤੋਂ ਬਾਹਰ ਹੈ। (470, 923, 708, 948)
farmers-group-photo (612, 140, 942, 300)
form-body: ਕੰਪਨੀ ਐਕਟ ਦੀ ਧਾਰਾ 374(ਬੀ) ਅਧੀਨ ਰਜਿਸਟ੍ਰੇਸ਼ਨ ਸਬੰਧੀ ਨੋਟਿਸ ਦਿੱਤਾ ਜਾਂਦਾ ਹੈ। (835, 633, 938, 683)
lead-paragraph: ਬਰਨਾਲਾ/ਚੰਡੀਗੜ੍ਹ 12 ਨਵੰਬਰ (ਅਮਰਿੰਦਰ ਸਿੰਘ) ਭਾਰਤੀ ਕਿਸਾਨ ਯੂਨੀਅਨ ਏਕਤਾ ਡਕੌਂਦਾ ਦੀ ਸੂਬਾ ਕਮੇਟੀ ਨੇ ਬਠਿੰਡਾ ਜ਼ਿਲ੍ਹੇ ਦੇ ਪਿੰਡ ਰਾਏ ਕੇ ਕਲਾਂ ਵਿਖੇ ਕਿਸਾਨਾਂ ਉੱਪਰ ਕੀਤੇ ਗਏ ਲਾਠੀਚਾਰਜ ਦੀ ਸਖਤ ਨਿਖੇਧੀ ਕੀਤੀ ਹੈ। (470, 140, 608, 215)
motor-connection-heading: ਮੋਟਰ ਕੁਨੈਕਸ਼ਨ... (8, 1063, 224, 1083)
english-notice: I, Vishal s/o Bhagwan Dass Bansal R/o H No 189 Aggar Nagar Enclave Barewal Road P.O. Rajguru Nagar Ludhiana Changed My name as Vishal Bansal. (119, 839, 224, 910)
disownment-item: ਮੈਂ ਬਲਦੇਵ ਰਾਮ ਪੁੱਤਰ ਹੁਣਾ ਰਾਮ ਵਾਸੀ ਮ.ਨੰ. 2097/5 ਗਲੀ ਨੰ.1 ਨਿਊ ਜਨਤਾ ਕਲੋਨੀ ਟਿੱਬਾ ਰੋਡ ਲੁਧਿਆਣਾ ਦਾ ਵਸਨੀਕ ਹਾਂ ਜੋ ਕਿ ਮੇਰਾ ਲੜਕਾ ਮੇਰੇ ਕਹਿਣੇ ਤੋਂ ਬਾਹਰ ਹੈ। ਮੈਂ ਉਸਨੂੰ ਆਪਣੀ ਚੱਲ ਅਚੱਲ ਜਾਇਦਾਦ ਤੋਂ ਬੇਦਖਲ ਕਰਦਾ ਹਾਂ। (232, 494, 462, 545)
